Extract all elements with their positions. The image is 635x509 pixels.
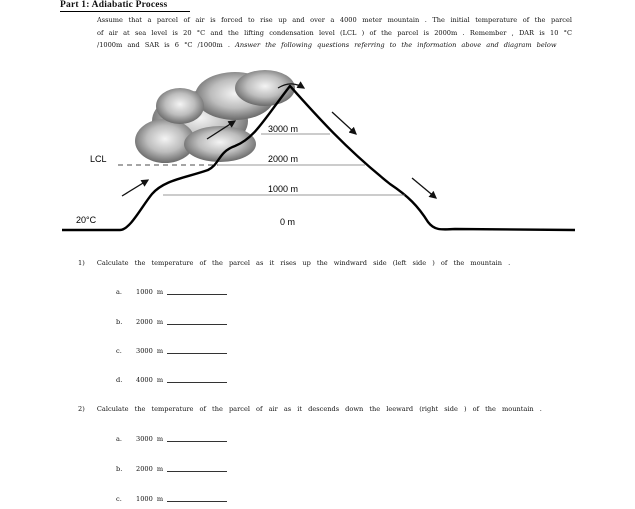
label-lcl: LCL <box>90 154 107 164</box>
arrow-rising-lower-icon <box>122 180 148 196</box>
q1-item-d-blank[interactable] <box>167 382 227 383</box>
q2-item-c-letter: c. <box>116 495 122 503</box>
q2-item-a-label: 3000 m <box>136 435 164 443</box>
question-1-text: Calculate the temperature of the parcel as it rises up the windward side (left side ) of the mountain . <box>96 259 511 267</box>
q1-item-b <box>116 318 227 326</box>
arrow-descend-lower-icon <box>412 178 436 198</box>
question-2 <box>78 405 542 413</box>
q2-item-c <box>116 495 227 503</box>
q2-item-a <box>116 435 227 443</box>
q1-item-a-letter: a. <box>116 288 123 296</box>
q1-item-d-label: 4000 m <box>136 376 164 384</box>
q1-item-b-letter: b. <box>116 318 123 326</box>
q1-item-a-blank[interactable] <box>167 294 227 295</box>
question-1-number: 1) <box>78 259 85 267</box>
title-underline <box>60 11 190 12</box>
intro-paragraph <box>97 14 572 52</box>
q1-item-c-blank[interactable] <box>167 353 227 354</box>
q2-item-c-blank[interactable] <box>167 501 227 502</box>
label-1000m: 1000 m <box>268 184 299 194</box>
q2-item-b-label: 2000 m <box>136 465 164 473</box>
q1-item-c-label: 3000 m <box>136 347 164 355</box>
label-0m: 0 m <box>280 217 296 227</box>
q1-item-c-letter: c. <box>116 347 122 355</box>
q2-item-c-label: 1000 m <box>136 495 164 503</box>
cloud-icon <box>135 70 295 163</box>
q2-item-a-blank[interactable] <box>167 441 227 442</box>
mountain-outline <box>62 86 575 230</box>
question-2-text: Calculate the temperature of the parcel of air as it descends down the leeward (right side ) of the mountain . <box>96 405 542 413</box>
page-title-text: Part 1: Adiabatic Process <box>60 0 168 10</box>
page-title <box>60 0 167 10</box>
intro-instruction: Answer the following questions referring to the information above and diagram below <box>235 41 557 49</box>
q1-item-b-label: 2000 m <box>136 318 164 326</box>
q2-item-a-letter: a. <box>116 435 123 443</box>
label-3000m: 3000 m <box>268 124 299 134</box>
question-2-number: 2) <box>78 405 85 413</box>
q1-item-d <box>116 376 227 384</box>
q2-item-b-blank[interactable] <box>167 471 227 472</box>
intro-text: Assume that a parcel of air is forced to rise up and over a 4000 meter mountain . The initial temperature of the parcel of air at sea level is 20 °C and the lifting condensation level (LCL ) of the parcel is 2000m . Remember , DAR is 10 °C /1000m and SAR is 6 °C /1000m . <box>97 16 572 49</box>
question-1 <box>78 259 510 267</box>
q1-item-c <box>116 347 227 355</box>
q1-item-a-label: 1000 m <box>136 288 164 296</box>
q1-item-d-letter: d. <box>116 376 123 384</box>
q1-item-b-blank[interactable] <box>167 324 227 325</box>
q2-item-b <box>116 465 227 473</box>
q1-item-a <box>116 288 227 296</box>
label-sea-level-temp: 20°C <box>76 215 97 225</box>
mountain-diagram <box>60 66 580 236</box>
arrow-descend-upper-icon <box>332 112 356 134</box>
label-2000m: 2000 m <box>268 154 299 164</box>
q2-item-b-letter: b. <box>116 465 123 473</box>
